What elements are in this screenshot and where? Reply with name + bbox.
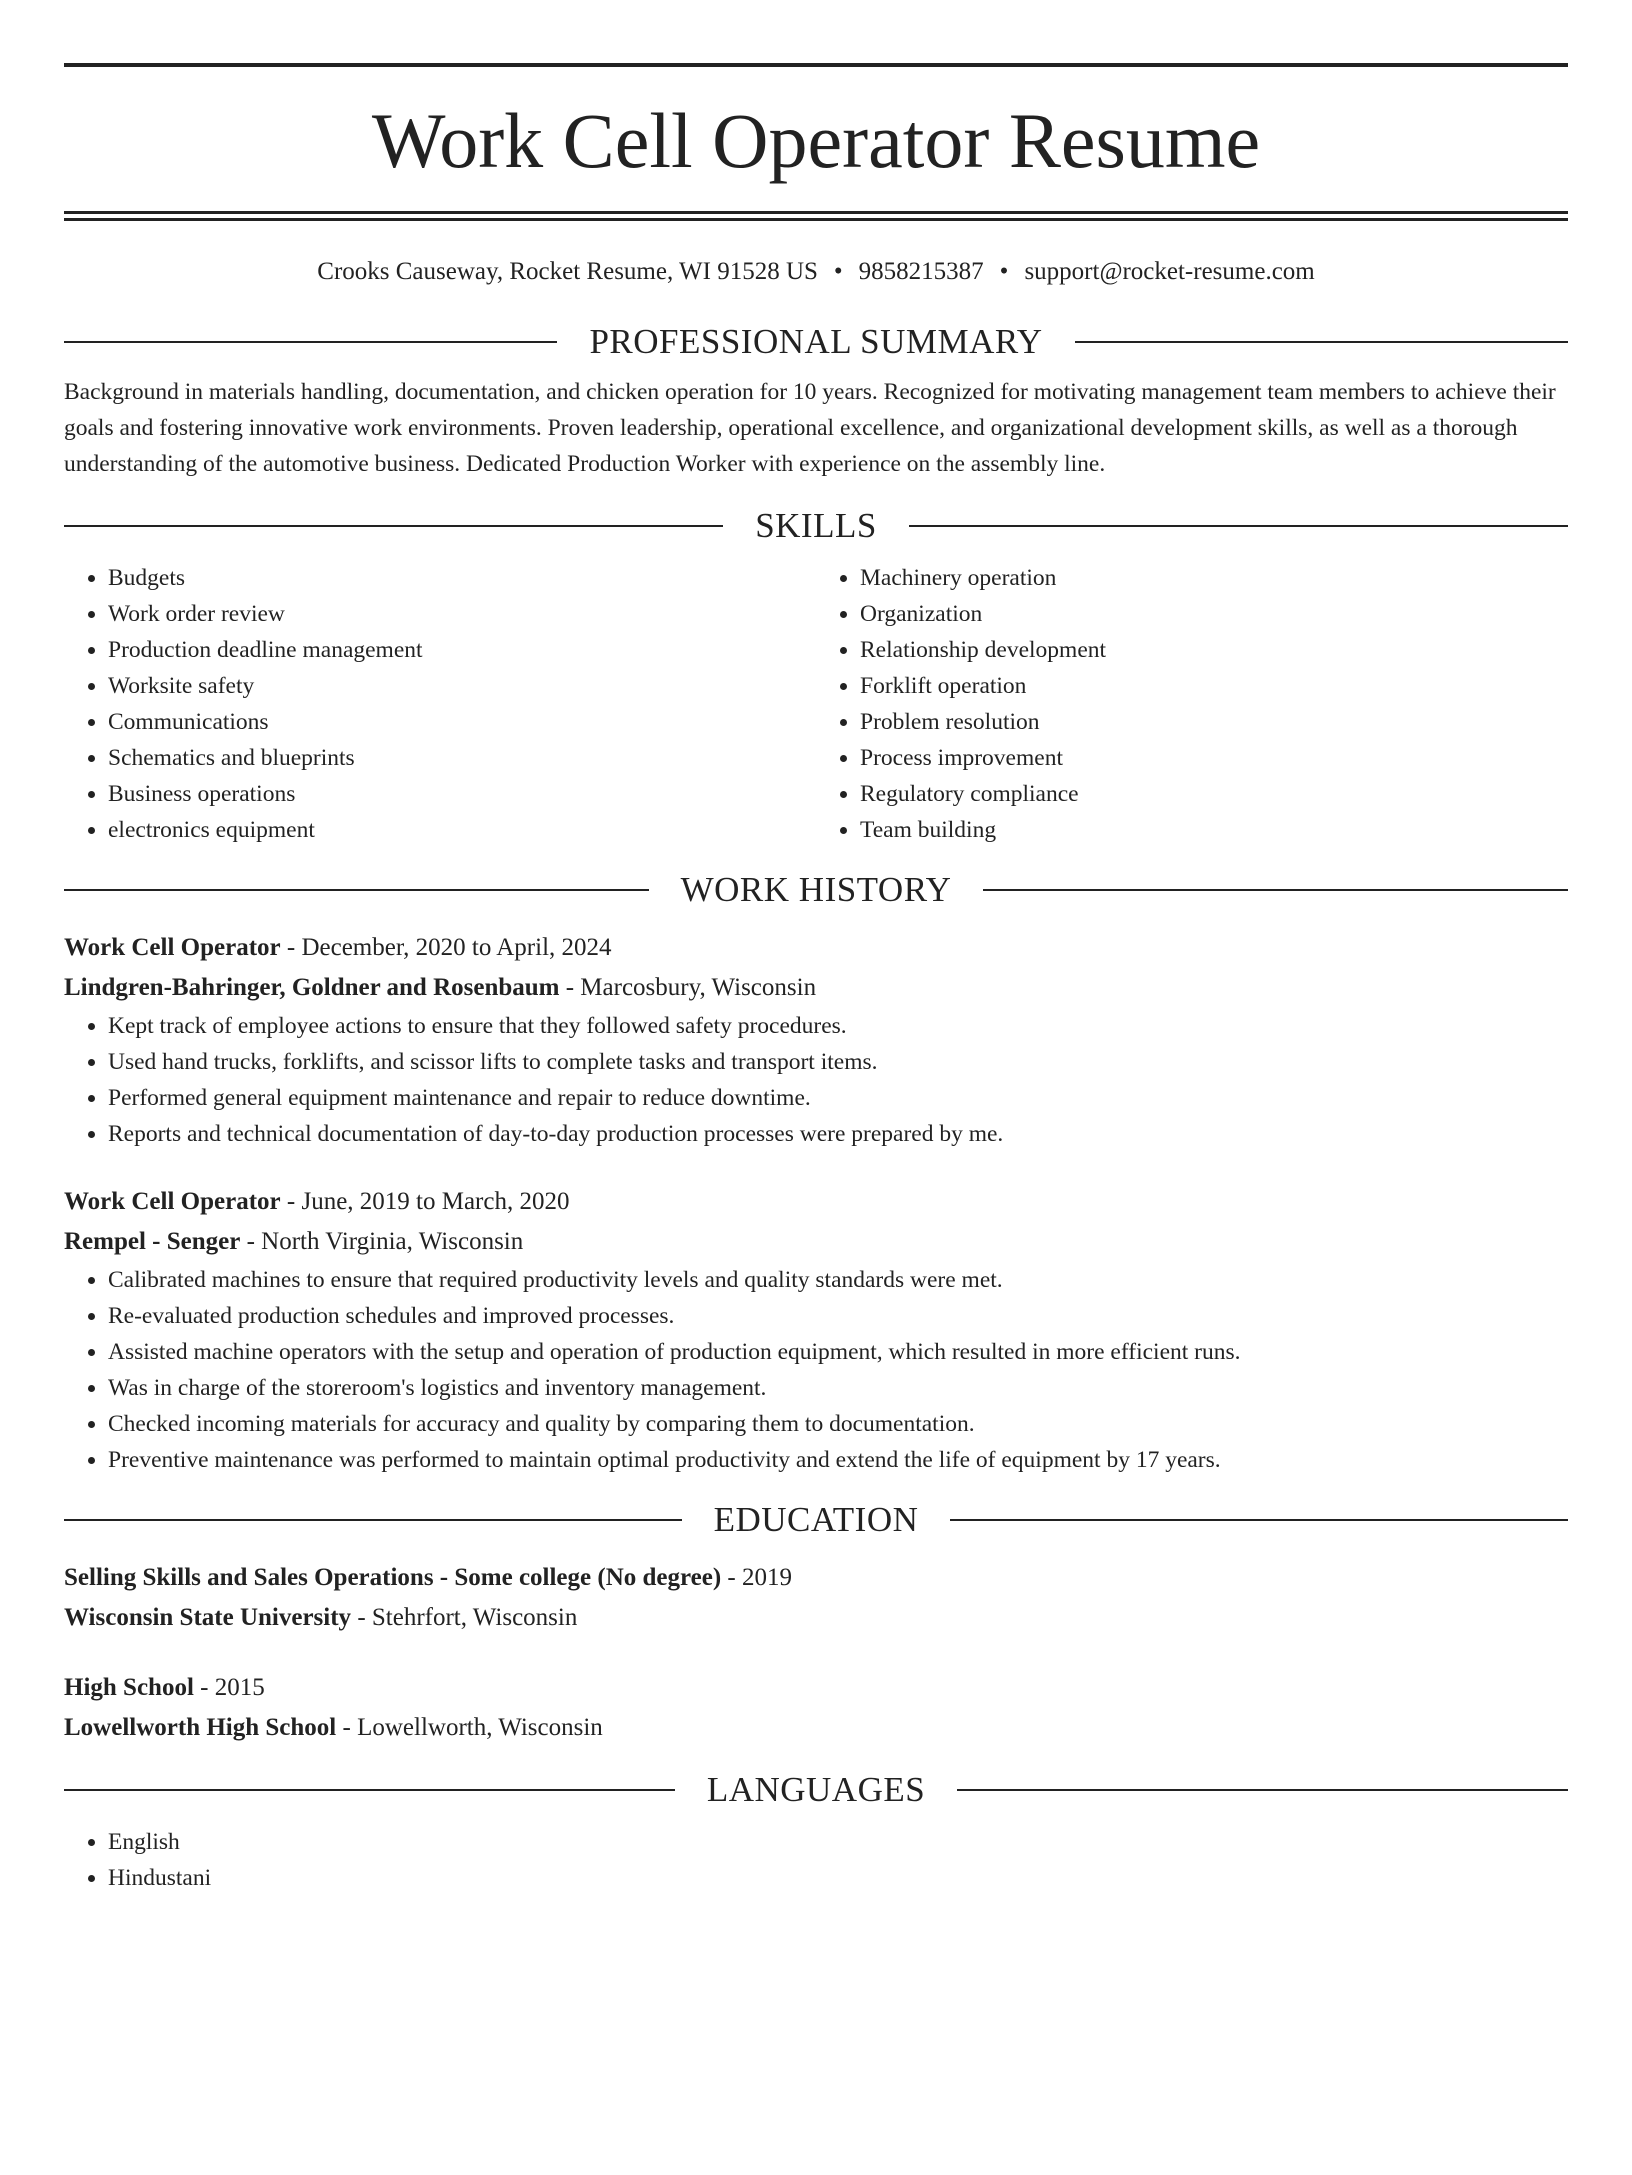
skill-item: • Work order review — [108, 596, 816, 632]
duty-item: • Preventive maintenance was performed to maintain optimal productivity and extend the life of equipment by 17 years. — [108, 1442, 1568, 1478]
duty-item: • Re-evaluated production schedules and improved processes. — [108, 1298, 1568, 1334]
heading-rule — [64, 341, 557, 343]
section-title: EDUCATION — [713, 1500, 919, 1539]
skill-item: • Schematics and blueprints — [108, 740, 816, 776]
heading-rule — [909, 525, 1568, 527]
job-dates: - December, 2020 to April, 2024 — [280, 934, 612, 961]
skill-item: • Machinery operation — [860, 560, 1568, 596]
top-rule — [64, 63, 1568, 67]
duty-item: • Checked incoming materials for accuracy and quality by comparing them to documentation. — [108, 1406, 1568, 1442]
skill-item: • Forklift operation — [860, 668, 1568, 704]
skill-item: • Problem resolution — [860, 704, 1568, 740]
skill-item: • Business operations — [108, 776, 816, 812]
heading-rule — [1075, 341, 1568, 343]
duty-item: • Was in charge of the storeroom's logistics and inventory management. — [108, 1370, 1568, 1406]
section-title: SKILLS — [755, 506, 877, 545]
heading-rule — [950, 1519, 1568, 1521]
job-title-line — [64, 928, 1568, 968]
section-title: LANGUAGES — [706, 1770, 926, 1809]
education-year: - 2015 — [193, 1674, 265, 1701]
job-entry — [64, 928, 1568, 1152]
heading-rule — [64, 525, 723, 527]
job-title: Work Cell Operator — [64, 1188, 281, 1215]
section-heading-summary — [64, 320, 1568, 364]
job-duties — [64, 1262, 1568, 1478]
contact-separator: • — [833, 258, 843, 285]
education-location: - Stehrfort, Wisconsin — [351, 1604, 578, 1631]
section-title: PROFESSIONAL SUMMARY — [589, 322, 1043, 361]
skill-item: • Communications — [108, 704, 816, 740]
resume-title: Work Cell Operator Resume — [371, 97, 1261, 184]
section-heading-work-history — [64, 868, 1568, 912]
education-year: - 2019 — [721, 1564, 792, 1591]
education-degree: Selling Skills and Sales Operations - Some college (No degree) — [64, 1564, 722, 1591]
skill-item: • Regulatory compliance — [860, 776, 1568, 812]
education-school: Wisconsin State University — [64, 1604, 352, 1631]
job-location: - North Virginia, Wisconsin — [240, 1228, 524, 1255]
education-entry — [64, 1558, 1568, 1638]
section-heading-education — [64, 1498, 1568, 1542]
job-title-line — [64, 1182, 1568, 1222]
job-company: Lindgren-Bahringer, Goldner and Rosenbaum — [64, 974, 560, 1001]
language-item: • Hindustani — [108, 1860, 1568, 1896]
education-degree-line — [64, 1668, 1568, 1708]
job-location: - Marcosbury, Wisconsin — [559, 974, 817, 1001]
education-entry — [64, 1668, 1568, 1748]
title-double-rule — [64, 211, 1568, 221]
education-degree-line — [64, 1558, 1568, 1598]
skills-list-right — [816, 560, 1568, 848]
skill-item: • Team building — [860, 812, 1568, 848]
job-company-line — [64, 1222, 1568, 1262]
education-degree: High School — [64, 1674, 194, 1701]
education-location: - Lowellworth, Wisconsin — [336, 1714, 603, 1741]
education-school-line — [64, 1598, 1568, 1638]
skill-item: • Worksite safety — [108, 668, 816, 704]
section-heading-languages — [64, 1768, 1568, 1812]
contact-address: Crooks Causeway, Rocket Resume, WI 91528 US — [317, 258, 818, 285]
language-item: • English — [108, 1824, 1568, 1860]
skill-item: • Process improvement — [860, 740, 1568, 776]
skill-item: • electronics equipment — [108, 812, 816, 848]
duty-item: • Performed general equipment maintenance and repair to reduce downtime. — [108, 1080, 1568, 1116]
contact-email: support@rocket-resume.com — [1024, 258, 1315, 285]
heading-rule — [983, 889, 1568, 891]
skill-item: • Budgets — [108, 560, 816, 596]
section-heading-skills — [64, 504, 1568, 548]
duty-item: • Used hand trucks, forklifts, and scissor lifts to complete tasks and transport items. — [108, 1044, 1568, 1080]
skill-item: • Organization — [860, 596, 1568, 632]
section-title: WORK HISTORY — [680, 870, 952, 909]
languages-list — [64, 1824, 1568, 1896]
resume-page — [0, 63, 1632, 2175]
job-company-line — [64, 968, 1568, 1008]
skills-columns — [64, 560, 1568, 848]
skills-list-left — [64, 560, 816, 848]
skill-item: • Production deadline management — [108, 632, 816, 668]
job-entry — [64, 1182, 1568, 1478]
duty-item: • Assisted machine operators with the setup and operation of production equipment, which resulted in more efficient runs. — [108, 1334, 1568, 1370]
duty-item: • Reports and technical documentation of day-to-day production processes were prepared by me. — [108, 1116, 1568, 1152]
heading-rule — [957, 1789, 1568, 1791]
heading-rule — [64, 1789, 675, 1791]
heading-rule — [64, 1519, 682, 1521]
skill-item: • Relationship development — [860, 632, 1568, 668]
heading-rule — [64, 889, 649, 891]
contact-phone: 9858215387 — [858, 258, 984, 285]
job-company: Rempel - Senger — [64, 1228, 241, 1255]
education-school-line — [64, 1708, 1568, 1748]
job-duties — [64, 1008, 1568, 1152]
job-title: Work Cell Operator — [64, 934, 281, 961]
education-school: Lowellworth High School — [64, 1714, 337, 1741]
contact-line — [64, 256, 1568, 288]
summary-text: Background in materials handling, documentation, and chicken operation for 10 years. Recognized for motivating management team members to achieve their goals and fostering innovative work environments. Proven leadership, operational excellence, and organizational development skills, as well as a thorough understanding of the automotive business. Dedicated Production Worker with experience on the assembly line. — [64, 379, 1556, 477]
duty-item: • Calibrated machines to ensure that required productivity levels and quality standards were met. — [108, 1262, 1568, 1298]
job-dates: - June, 2019 to March, 2020 — [280, 1188, 570, 1215]
duty-item: • Kept track of employee actions to ensure that they followed safety procedures. — [108, 1008, 1568, 1044]
contact-separator: • — [999, 258, 1009, 285]
